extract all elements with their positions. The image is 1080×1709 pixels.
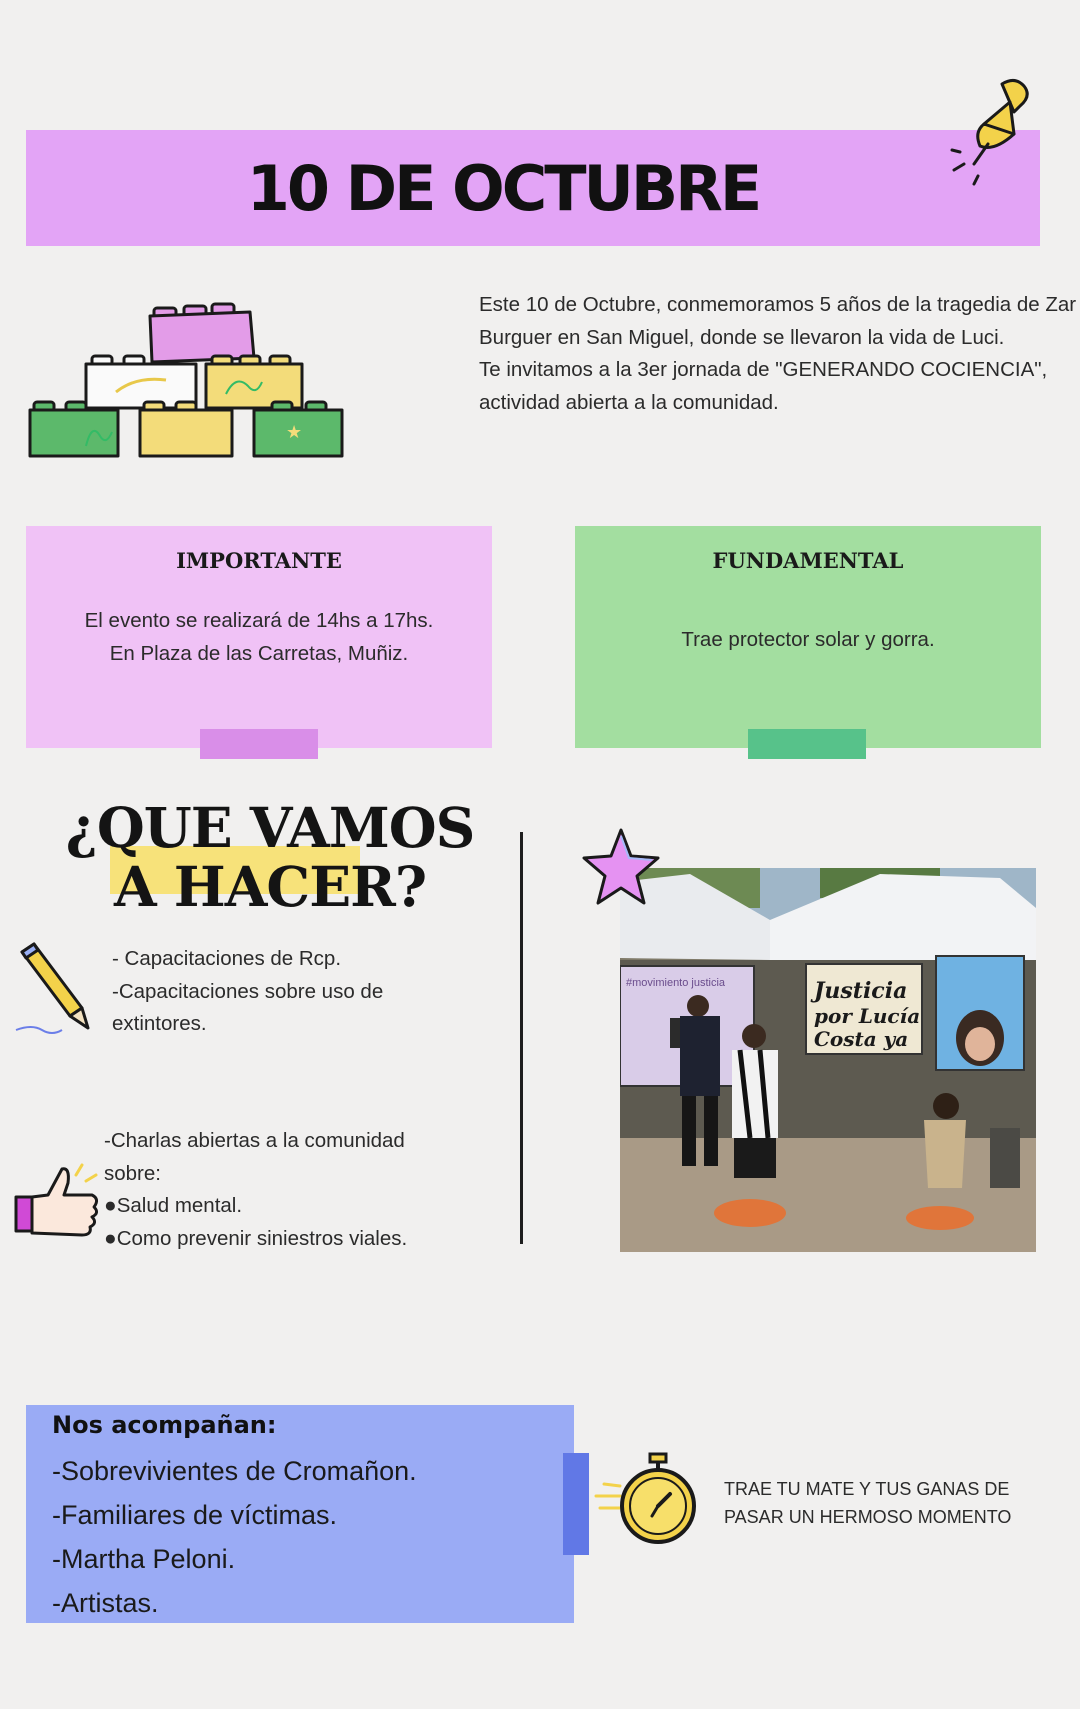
event-photo — [620, 868, 1036, 1252]
pencil-icon — [12, 938, 102, 1038]
stopwatch-icon — [590, 1450, 710, 1550]
important-card — [26, 526, 492, 748]
tape-decoration — [563, 1453, 589, 1555]
pushpin-icon — [940, 72, 1040, 192]
important-body — [26, 605, 492, 670]
talks-intro: -Charlas abiertas a la comunidad sobre: — [104, 1129, 405, 1185]
list-item: -Capacitaciones sobre uso de extintores. — [112, 979, 384, 1035]
thumbs-up-icon — [12, 1155, 102, 1245]
photo-sign-text: #movimiento justicia — [626, 977, 726, 989]
title-banner — [26, 130, 1040, 246]
list-item: -Martha Peloni. — [52, 1544, 236, 1574]
talks-list — [104, 1125, 464, 1255]
list-item: ● Como prevenir siniestros viales. — [104, 1223, 464, 1256]
vertical-divider — [520, 832, 523, 1244]
cta-line: PASAR UN HERMOSO MOMENTO — [724, 1507, 1012, 1527]
list-item: -Artistas. — [52, 1588, 159, 1618]
svg-text:★: ★ — [286, 422, 303, 443]
tape-decoration — [200, 729, 318, 759]
photo-scene — [620, 868, 1036, 1252]
heading-line: A HACER? — [113, 854, 427, 919]
event-location: En Plaza de las Carretas, Muñiz. — [109, 641, 409, 665]
intro-paragraph: Este 10 de Octubre, conmemoramos 5 años de la tragedia de Zar Burguer en San Miguel, donde se llevaron la vida de Luci. — [479, 293, 1077, 349]
fundamental-card — [575, 526, 1041, 748]
companions-list — [52, 1449, 417, 1625]
intro-text — [479, 289, 1079, 419]
intro-invitation: Te invitamos a la 3er jornada de "GENERANDO COCIENCIA", actividad abierta a la comunidad. — [479, 358, 1048, 414]
list-item: -Sobrevivientes de Cromañon. — [52, 1456, 417, 1486]
svg-text:Justicia: Justicia — [814, 978, 908, 1004]
cta-line: TRAE TU MATE Y TUS GANAS DE — [724, 1479, 1010, 1499]
tape-decoration — [748, 729, 866, 759]
event-time: El evento se realizará de 14hs a 17hs. — [84, 609, 434, 632]
list-item: ● Salud mental. — [104, 1190, 464, 1223]
fundamental-title: FUNDAMENTAL — [712, 548, 904, 573]
svg-text:por Lucía: por Lucía — [814, 1004, 921, 1028]
list-item: - Capacitaciones de Rcp. — [112, 947, 342, 970]
companions-title: Nos acompañan: — [52, 1411, 277, 1439]
heading-line: ¿QUE VAMOS — [65, 795, 475, 860]
activities-list — [112, 943, 442, 1041]
star-icon — [580, 826, 662, 908]
important-title: IMPORTANTE — [176, 548, 342, 573]
svg-text:Costa ya: Costa ya — [814, 1027, 909, 1051]
fundamental-body: Trae protector solar y gorra. — [681, 628, 935, 651]
list-item: -Familiares de víctimas. — [52, 1500, 338, 1530]
section-heading — [40, 795, 500, 919]
building-blocks-icon — [26, 296, 376, 466]
companions-box — [26, 1405, 574, 1623]
page-title: 10 DE OCTUBRE — [246, 152, 760, 225]
call-to-action — [724, 1475, 1054, 1531]
